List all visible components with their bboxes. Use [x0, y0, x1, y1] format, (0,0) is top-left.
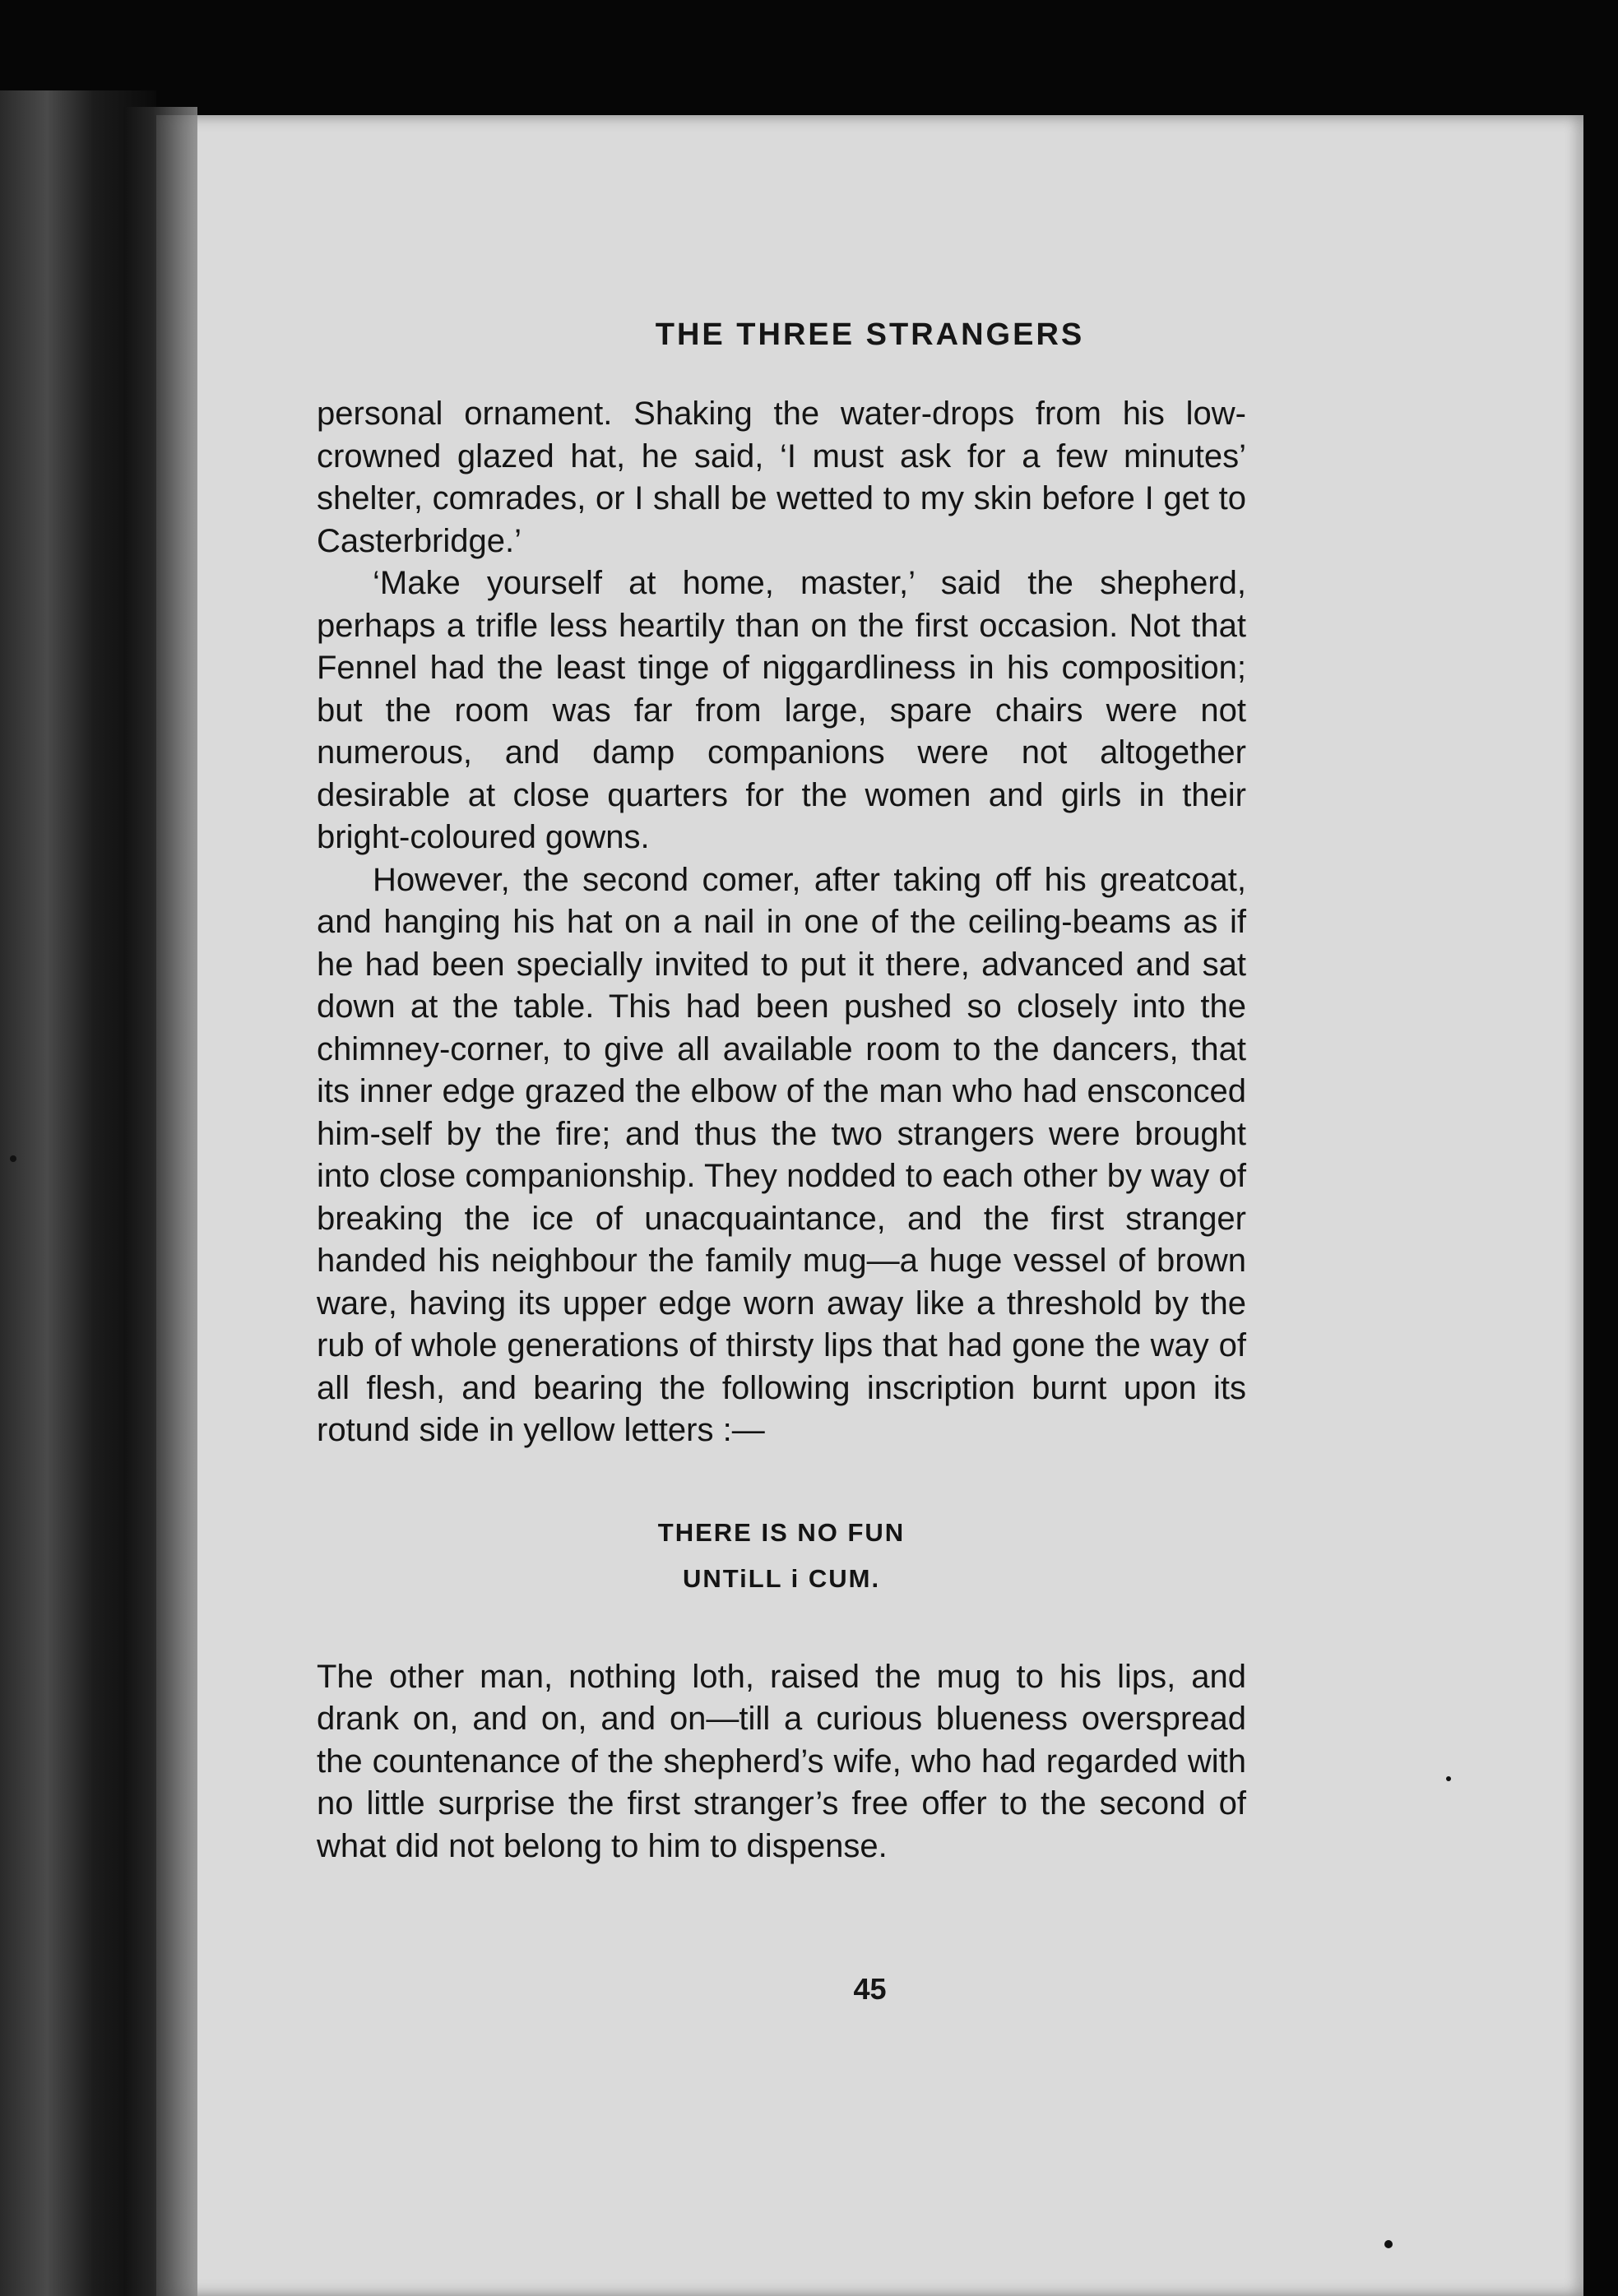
- scan-speck: [1384, 2240, 1393, 2248]
- closing-paragraph: The other man, nothing loth, raised the mug to his lips, and drank on, and on, and on—till a curious blueness overspread the countenance of the shepherd’s wife, who had regarded with no little surprise the first stranger’s free offer to the second of what did not belong to him to dispense.: [317, 1658, 1246, 1864]
- page-gutter-shadow: [123, 107, 197, 2296]
- running-head: THE THREE STRANGERS: [655, 317, 1085, 352]
- body-text: [317, 393, 1246, 1868]
- paragraph: However, the second comer, after taking off his greatcoat, and hanging his hat on a nail in one of the ceiling-beams as if he had been specially invited to put it there, advanced and sat down at the table. This had been pushed so closely into the chimney-corner, to give all available room to the dancers, that its inner edge grazed the elbow of the man who had ensconced him-self by the fire; and thus the two strangers were brought into close companionship. They nodded to each other by way of breaking the ice of unacquaintance, and the first stranger handed his neighbour the family mug—a huge vessel of brown ware, having its upper edge worn away like a threshold by the rub of whole generations of thirsty lips that had gone the way of all flesh, and bearing the following inscription burnt upon its rotund side in yellow letters :—: [317, 861, 1246, 1448]
- scan-speck: [1446, 1776, 1451, 1781]
- inscription-line-2: UNTiLL i CUM.: [682, 1563, 881, 1593]
- paragraph-continued: personal ornament. Shaking the water-drops from his low-crowned glazed hat, he said, ‘I must ask for a few minutes’ shelter, comrades, or I shall be wetted to my skin before I get to Casterbridge.’: [317, 396, 1246, 559]
- page-number: 45: [853, 1972, 887, 2006]
- inscription-line-1: THERE IS NO FUN: [657, 1517, 906, 1547]
- scan-speck: [10, 1155, 16, 1162]
- mug-inscription: [317, 1510, 1246, 1602]
- paragraph: ‘Make yourself at home, master,’ said the shepherd, perhaps a trifle less heartily than on the first occasion. Not that Fennel had the least tinge of niggardliness in his composition; but the room was far from large, spare chairs were not numerous, and damp companions were not altogether desirable at close quarters for the women and girls in their bright-coloured gowns.: [317, 565, 1246, 855]
